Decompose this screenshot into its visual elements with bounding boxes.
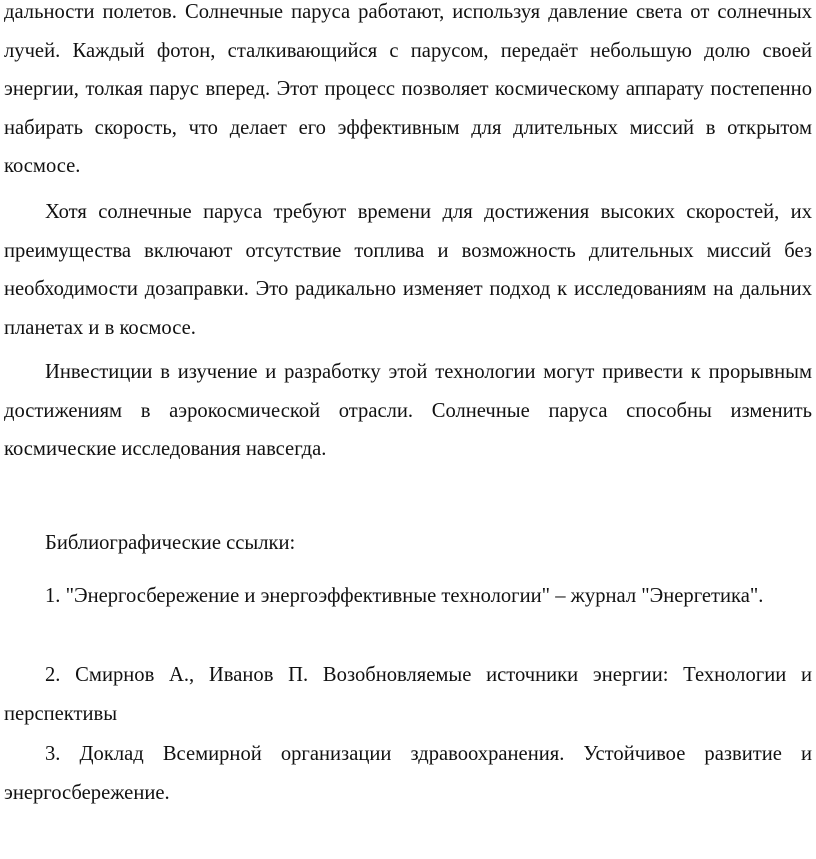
paragraph-solar-sails-mechanism: дальности полетов. Солнечные паруса работают, используя давление света от солнечных лучей. Каждый фотон, сталкивающийся с парусом, передаёт небольшую долю своей энергии, толкая парус вперед. Этот процесс позволяет космическому аппарату постепенно набирать скорость, что делает его эффективным для длительных миссий в открытом космосе. [4,1,812,177]
bibliography-item: 1. "Энергосбережение и энергоэффективные технологии" – журнал "Энергетика". [45,585,764,607]
bibliography-item: 3. Доклад Всемирной организации здравоохранения. Устойчивое развитие и энергосбережение. [4,743,812,804]
paragraph-investment: Инвестиции в изучение и разработку этой технологии могут привести к прорывным достижениям в аэрокосмической отрасли. Солнечные паруса способны изменить космические исследования навсегда. [4,361,812,460]
bibliography-item: 2. Смирнов А., Иванов П. Возобновляемые источники энергии: Технологии и перспективы [4,664,812,725]
bibliography-heading: Библиографические ссылки: [45,532,296,554]
paragraph-solar-sails-advantages: Хотя солнечные паруса требуют времени для достижения высоких скоростей, их преимущества включают отсутствие топлива и возможность длительных миссий без необходимости дозаправки. Это радикально изменяет подход к исследованиям на дальних планетах и в космосе. [4,201,812,339]
